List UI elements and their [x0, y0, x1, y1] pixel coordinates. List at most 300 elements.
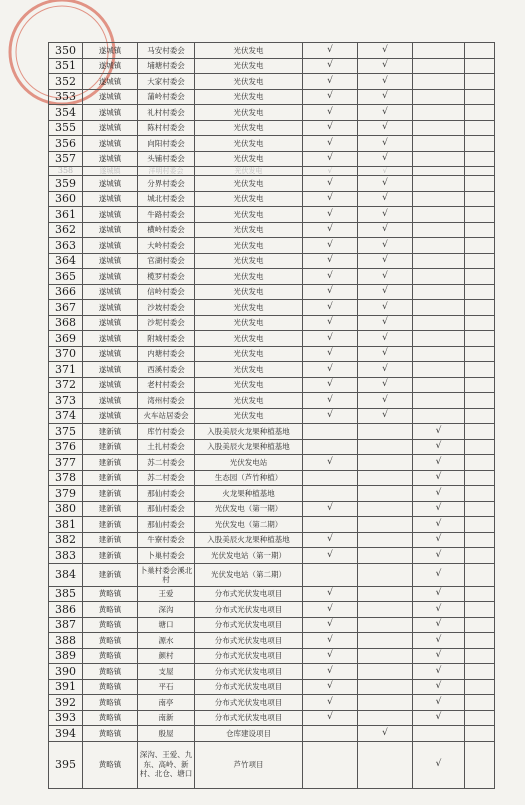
project-cell: 光伏发电 — [195, 151, 303, 167]
unit-cell: 源水 — [138, 633, 195, 649]
unit-cell: 那仙村委会 — [138, 501, 195, 517]
town-cell: 建新镇 — [83, 501, 138, 517]
check-cell-4 — [465, 362, 495, 378]
project-cell: 光伏发电（第一期） — [195, 501, 303, 517]
town-cell: 遂城镇 — [83, 300, 138, 316]
check-cell-3: √ — [413, 486, 465, 502]
check-cell-4 — [465, 315, 495, 331]
unit-cell: 横岭村委会 — [138, 222, 195, 238]
project-cell: 芦竹项目 — [195, 741, 303, 788]
town-cell: 建新镇 — [83, 455, 138, 471]
check-cell-2 — [358, 648, 413, 664]
check-cell-2: √ — [358, 58, 413, 74]
table-row — [49, 517, 495, 533]
check-cell-4 — [465, 43, 495, 59]
check-cell-4 — [465, 331, 495, 347]
row-number: 372 — [49, 377, 83, 393]
check-cell-4 — [465, 548, 495, 564]
town-cell: 建新镇 — [83, 486, 138, 502]
row-number: 356 — [49, 136, 83, 152]
unit-cell: 苏二村委会 — [138, 455, 195, 471]
check-cell-3 — [413, 43, 465, 59]
check-cell-4 — [465, 207, 495, 223]
check-cell-3 — [413, 167, 465, 176]
check-cell-4 — [465, 300, 495, 316]
check-cell-1: √ — [303, 136, 358, 152]
project-cell: 光伏发电 — [195, 377, 303, 393]
check-cell-3: √ — [413, 664, 465, 680]
check-cell-4 — [465, 191, 495, 207]
check-cell-1: √ — [303, 300, 358, 316]
check-cell-1: √ — [303, 455, 358, 471]
check-cell-2 — [358, 617, 413, 633]
unit-cell: 库竹村委会 — [138, 424, 195, 440]
table-row — [49, 633, 495, 649]
town-cell: 遂城镇 — [83, 191, 138, 207]
unit-cell: 洋明村委会 — [138, 167, 195, 176]
project-cell: 光伏发电 — [195, 346, 303, 362]
town-cell: 遂城镇 — [83, 136, 138, 152]
check-cell-2: √ — [358, 222, 413, 238]
check-cell-2 — [358, 532, 413, 548]
check-cell-2: √ — [358, 207, 413, 223]
check-cell-1 — [303, 741, 358, 788]
table-row — [49, 89, 495, 105]
check-cell-1: √ — [303, 176, 358, 192]
unit-cell: 卜巢村委会溪北村 — [138, 563, 195, 586]
check-cell-1: √ — [303, 207, 358, 223]
check-cell-2: √ — [358, 43, 413, 59]
row-number: 368 — [49, 315, 83, 331]
project-cell: 光伏发电 — [195, 300, 303, 316]
unit-cell: 官湖村委会 — [138, 253, 195, 269]
town-cell: 遂城镇 — [83, 238, 138, 254]
unit-cell: 南新 — [138, 710, 195, 726]
check-cell-2: √ — [358, 151, 413, 167]
row-number: 388 — [49, 633, 83, 649]
check-cell-4 — [465, 455, 495, 471]
check-cell-4 — [465, 58, 495, 74]
row-number: 377 — [49, 455, 83, 471]
town-cell: 遂城镇 — [83, 105, 138, 121]
table-row — [49, 315, 495, 331]
unit-cell: 深沟、王爱、九东、高岭、新村、北仓、塘口 — [138, 741, 195, 788]
row-number: 362 — [49, 222, 83, 238]
check-cell-3: √ — [413, 741, 465, 788]
table-row — [49, 548, 495, 564]
unit-cell: 南亭 — [138, 695, 195, 711]
check-cell-3 — [413, 331, 465, 347]
town-cell: 遂城镇 — [83, 58, 138, 74]
row-number: 392 — [49, 695, 83, 711]
check-cell-4 — [465, 222, 495, 238]
project-cell: 光伏发电 — [195, 43, 303, 59]
row-number: 386 — [49, 602, 83, 618]
unit-cell: 头铺村委会 — [138, 151, 195, 167]
check-cell-3: √ — [413, 439, 465, 455]
check-cell-1: √ — [303, 331, 358, 347]
unit-cell: 那仙村委会 — [138, 517, 195, 533]
table-row — [49, 741, 495, 788]
check-cell-1: √ — [303, 393, 358, 409]
check-cell-2 — [358, 664, 413, 680]
project-cell: 入股美辰火龙果种植基地 — [195, 439, 303, 455]
check-cell-2: √ — [358, 362, 413, 378]
town-cell: 建新镇 — [83, 563, 138, 586]
check-cell-2: √ — [358, 191, 413, 207]
table-row — [49, 167, 495, 176]
check-cell-2 — [358, 424, 413, 440]
check-cell-3: √ — [413, 710, 465, 726]
row-number: 363 — [49, 238, 83, 254]
check-cell-1 — [303, 486, 358, 502]
check-cell-2 — [358, 470, 413, 486]
unit-cell: 信岭村委会 — [138, 284, 195, 300]
check-cell-1 — [303, 517, 358, 533]
row-number: 376 — [49, 439, 83, 455]
unit-cell: 榄罗村委会 — [138, 269, 195, 285]
row-number: 364 — [49, 253, 83, 269]
table-row — [49, 439, 495, 455]
row-number: 351 — [49, 58, 83, 74]
row-number: 382 — [49, 532, 83, 548]
table-row — [49, 664, 495, 680]
row-number: 360 — [49, 191, 83, 207]
row-number: 374 — [49, 408, 83, 424]
check-cell-3 — [413, 105, 465, 121]
check-cell-4 — [465, 136, 495, 152]
check-cell-2: √ — [358, 408, 413, 424]
town-cell: 黄略镇 — [83, 664, 138, 680]
check-cell-4 — [465, 501, 495, 517]
project-cell: 光伏发电 — [195, 331, 303, 347]
table-row — [49, 191, 495, 207]
row-number: 385 — [49, 586, 83, 602]
project-cell: 生态园（芦竹种植） — [195, 470, 303, 486]
check-cell-2: √ — [358, 315, 413, 331]
town-cell: 建新镇 — [83, 548, 138, 564]
project-cell: 光伏发电 — [195, 58, 303, 74]
check-cell-3: √ — [413, 586, 465, 602]
project-cell: 分布式光伏发电项目 — [195, 586, 303, 602]
check-cell-1: √ — [303, 633, 358, 649]
check-cell-4 — [465, 586, 495, 602]
check-cell-2 — [358, 548, 413, 564]
unit-cell: 牛寮村委会 — [138, 532, 195, 548]
check-cell-4 — [465, 648, 495, 664]
table-row — [49, 346, 495, 362]
town-cell: 遂城镇 — [83, 362, 138, 378]
check-cell-4 — [465, 424, 495, 440]
check-cell-2: √ — [358, 269, 413, 285]
check-cell-4 — [465, 517, 495, 533]
check-cell-2 — [358, 486, 413, 502]
unit-cell: 内塘村委会 — [138, 346, 195, 362]
check-cell-1: √ — [303, 253, 358, 269]
check-cell-4 — [465, 470, 495, 486]
table-row — [49, 710, 495, 726]
check-cell-2: √ — [358, 120, 413, 136]
check-cell-4 — [465, 377, 495, 393]
check-cell-4 — [465, 176, 495, 192]
table-row — [49, 253, 495, 269]
table-row — [49, 408, 495, 424]
unit-cell: 卜巢村委会 — [138, 548, 195, 564]
row-number: 381 — [49, 517, 83, 533]
check-cell-4 — [465, 486, 495, 502]
table-row — [49, 176, 495, 192]
check-cell-1: √ — [303, 58, 358, 74]
town-cell: 黄略镇 — [83, 679, 138, 695]
check-cell-1: √ — [303, 408, 358, 424]
table-row — [49, 532, 495, 548]
check-cell-3 — [413, 362, 465, 378]
row-number: 361 — [49, 207, 83, 223]
table-row — [49, 207, 495, 223]
project-cell: 光伏发电 — [195, 408, 303, 424]
check-cell-3 — [413, 408, 465, 424]
town-cell: 遂城镇 — [83, 207, 138, 223]
town-cell: 黄略镇 — [83, 602, 138, 618]
town-cell: 遂城镇 — [83, 331, 138, 347]
check-cell-1: √ — [303, 120, 358, 136]
check-cell-3 — [413, 300, 465, 316]
unit-cell: 西溪村委会 — [138, 362, 195, 378]
unit-cell: 附城村委会 — [138, 331, 195, 347]
project-cell: 光伏发电 — [195, 253, 303, 269]
project-cell: 分布式光伏发电项目 — [195, 602, 303, 618]
check-cell-4 — [465, 726, 495, 742]
check-cell-3 — [413, 393, 465, 409]
table-row — [49, 238, 495, 254]
unit-cell: 殷屋 — [138, 726, 195, 742]
project-cell: 分布式光伏发电项目 — [195, 633, 303, 649]
check-cell-1: √ — [303, 43, 358, 59]
project-cell: 光伏发电 — [195, 222, 303, 238]
check-cell-1: √ — [303, 269, 358, 285]
check-cell-1 — [303, 726, 358, 742]
town-cell: 建新镇 — [83, 517, 138, 533]
table-body — [49, 43, 495, 789]
table-row — [49, 602, 495, 618]
check-cell-2: √ — [358, 331, 413, 347]
check-cell-4 — [465, 408, 495, 424]
row-number: 389 — [49, 648, 83, 664]
town-cell: 遂城镇 — [83, 269, 138, 285]
check-cell-1: √ — [303, 74, 358, 90]
town-cell: 黄略镇 — [83, 741, 138, 788]
row-number: 359 — [49, 176, 83, 192]
project-cell: 光伏发电 — [195, 315, 303, 331]
check-cell-1: √ — [303, 648, 358, 664]
table-row — [49, 455, 495, 471]
project-cell: 光伏发电 — [195, 238, 303, 254]
check-cell-3 — [413, 269, 465, 285]
unit-cell: 支屋 — [138, 664, 195, 680]
check-cell-2: √ — [358, 393, 413, 409]
check-cell-2 — [358, 439, 413, 455]
check-cell-4 — [465, 741, 495, 788]
unit-cell: 沙坡村委会 — [138, 300, 195, 316]
project-cell: 光伏发电 — [195, 167, 303, 176]
check-cell-4 — [465, 284, 495, 300]
check-cell-3: √ — [413, 617, 465, 633]
project-cell: 分布式光伏发电项目 — [195, 617, 303, 633]
town-cell: 遂城镇 — [83, 377, 138, 393]
project-cell: 光伏发电 — [195, 89, 303, 105]
check-cell-2 — [358, 455, 413, 471]
check-cell-1: √ — [303, 89, 358, 105]
check-cell-4 — [465, 695, 495, 711]
project-cell: 分布式光伏发电项目 — [195, 710, 303, 726]
project-cell: 光伏发电 — [195, 269, 303, 285]
check-cell-2: √ — [358, 176, 413, 192]
check-cell-2: √ — [358, 726, 413, 742]
table-row — [49, 284, 495, 300]
town-cell: 黄略镇 — [83, 617, 138, 633]
check-cell-1 — [303, 439, 358, 455]
table-row — [49, 136, 495, 152]
table-row — [49, 648, 495, 664]
table-row — [49, 120, 495, 136]
check-cell-2 — [358, 679, 413, 695]
unit-cell: 沙坭村委会 — [138, 315, 195, 331]
check-cell-4 — [465, 120, 495, 136]
check-cell-4 — [465, 710, 495, 726]
table-row — [49, 377, 495, 393]
unit-cell: 分界村委会 — [138, 176, 195, 192]
town-cell: 遂城镇 — [83, 120, 138, 136]
town-cell: 黄略镇 — [83, 648, 138, 664]
town-cell: 黄略镇 — [83, 726, 138, 742]
row-number: 383 — [49, 548, 83, 564]
project-cell: 光伏发电站 — [195, 455, 303, 471]
project-cell: 光伏发电 — [195, 393, 303, 409]
check-cell-1: √ — [303, 238, 358, 254]
row-number: 350 — [49, 43, 83, 59]
check-cell-3 — [413, 726, 465, 742]
check-cell-4 — [465, 89, 495, 105]
project-table — [48, 42, 495, 789]
project-cell: 分布式光伏发电项目 — [195, 664, 303, 680]
project-cell: 分布式光伏发电项目 — [195, 648, 303, 664]
unit-cell: 埔塘村委会 — [138, 58, 195, 74]
check-cell-2: √ — [358, 136, 413, 152]
check-cell-4 — [465, 346, 495, 362]
check-cell-2: √ — [358, 167, 413, 176]
check-cell-3: √ — [413, 517, 465, 533]
row-number: 387 — [49, 617, 83, 633]
check-cell-2: √ — [358, 346, 413, 362]
town-cell: 遂城镇 — [83, 315, 138, 331]
check-cell-4 — [465, 105, 495, 121]
check-cell-2 — [358, 633, 413, 649]
check-cell-3 — [413, 176, 465, 192]
project-cell: 分布式光伏发电项目 — [195, 679, 303, 695]
town-cell: 建新镇 — [83, 470, 138, 486]
check-cell-1: √ — [303, 191, 358, 207]
check-cell-1 — [303, 563, 358, 586]
town-cell: 遂城镇 — [83, 167, 138, 176]
check-cell-1: √ — [303, 222, 358, 238]
town-cell: 遂城镇 — [83, 176, 138, 192]
unit-cell: 颜村 — [138, 648, 195, 664]
town-cell: 遂城镇 — [83, 393, 138, 409]
project-cell: 入股美辰火龙果种植基地 — [195, 532, 303, 548]
town-cell: 遂城镇 — [83, 151, 138, 167]
check-cell-3: √ — [413, 424, 465, 440]
table-row — [49, 300, 495, 316]
check-cell-2 — [358, 602, 413, 618]
table-row — [49, 151, 495, 167]
town-cell: 遂城镇 — [83, 253, 138, 269]
check-cell-1: √ — [303, 548, 358, 564]
row-number: 354 — [49, 105, 83, 121]
table-row — [49, 58, 495, 74]
table-row — [49, 74, 495, 90]
check-cell-4 — [465, 563, 495, 586]
check-cell-2 — [358, 710, 413, 726]
check-cell-2 — [358, 741, 413, 788]
town-cell: 黄略镇 — [83, 710, 138, 726]
check-cell-3: √ — [413, 648, 465, 664]
check-cell-4 — [465, 664, 495, 680]
row-number: 369 — [49, 331, 83, 347]
check-cell-1: √ — [303, 586, 358, 602]
check-cell-4 — [465, 679, 495, 695]
check-cell-3: √ — [413, 602, 465, 618]
row-number: 391 — [49, 679, 83, 695]
table-row — [49, 617, 495, 633]
row-number: 395 — [49, 741, 83, 788]
town-cell: 遂城镇 — [83, 408, 138, 424]
town-cell: 建新镇 — [83, 439, 138, 455]
check-cell-3: √ — [413, 563, 465, 586]
table-row — [49, 679, 495, 695]
town-cell: 黄略镇 — [83, 586, 138, 602]
check-cell-3 — [413, 74, 465, 90]
check-cell-1: √ — [303, 617, 358, 633]
unit-cell: 平石 — [138, 679, 195, 695]
check-cell-1: √ — [303, 710, 358, 726]
check-cell-3 — [413, 58, 465, 74]
unit-cell: 那仙村委会 — [138, 486, 195, 502]
row-number: 394 — [49, 726, 83, 742]
check-cell-2: √ — [358, 74, 413, 90]
check-cell-1 — [303, 470, 358, 486]
check-cell-1: √ — [303, 679, 358, 695]
town-cell: 黄略镇 — [83, 633, 138, 649]
unit-cell: 湾州村委会 — [138, 393, 195, 409]
unit-cell: 苏二村委会 — [138, 470, 195, 486]
unit-cell: 蒲岭村委会 — [138, 89, 195, 105]
row-number: 393 — [49, 710, 83, 726]
row-number: 390 — [49, 664, 83, 680]
check-cell-3 — [413, 136, 465, 152]
check-cell-1: √ — [303, 105, 358, 121]
project-cell: 光伏发电 — [195, 191, 303, 207]
check-cell-4 — [465, 617, 495, 633]
project-cell: 光伏发电 — [195, 74, 303, 90]
check-cell-4 — [465, 633, 495, 649]
check-cell-4 — [465, 269, 495, 285]
row-number: 367 — [49, 300, 83, 316]
check-cell-1: √ — [303, 151, 358, 167]
check-cell-4 — [465, 253, 495, 269]
check-cell-4 — [465, 238, 495, 254]
check-cell-3 — [413, 120, 465, 136]
project-cell: 光伏发电 — [195, 207, 303, 223]
